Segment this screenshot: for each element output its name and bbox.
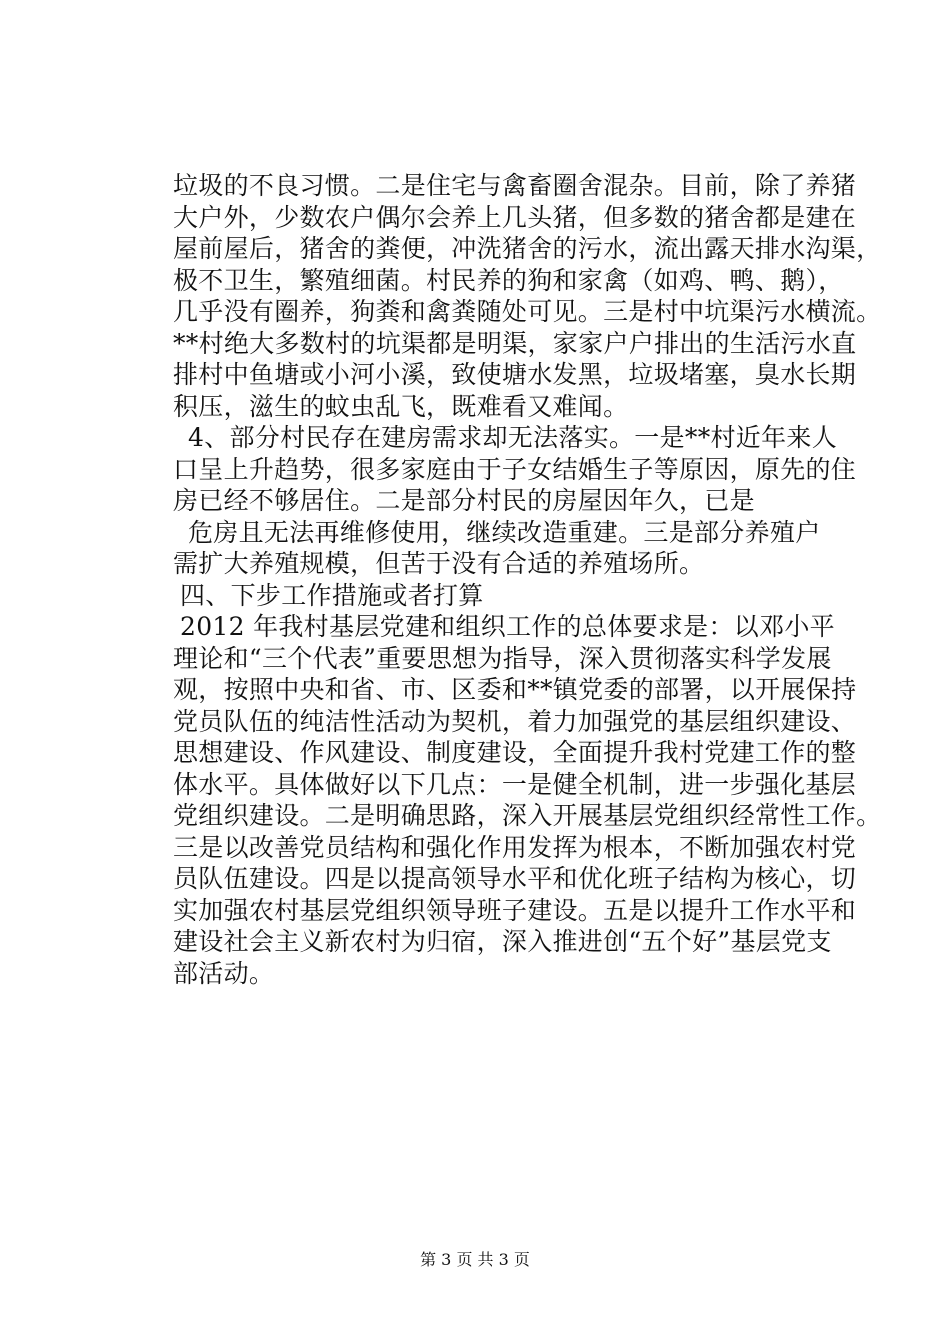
page-footer	[0, 1250, 950, 1270]
text-line: 极不卫生，繁殖细菌。村民养的狗和家禽（如鸡、鸭、鹅），	[173, 265, 844, 295]
text-line: 员队伍建设。四是以提高领导水平和优化班子结构为核心，切	[173, 864, 857, 893]
text-line: 房已经不够居住。二是部分村民的房屋因年久，已是	[173, 486, 755, 515]
text-line: **村绝大多数村的坑渠都是明渠，家家户户排出的生活污水直	[173, 328, 857, 358]
text-line: 观，按照中央和省、市、区委和**镇党委的部署，以开展保持	[173, 675, 857, 704]
text-line: 体水平。具体做好以下几点：一是健全机制，进一步强化基层	[173, 769, 857, 799]
section-heading: 四、下步工作措施或者打算	[180, 580, 484, 610]
text-line: 排村中鱼塘或小河小溪，致使塘水发黑，垃圾堵塞，臭水长期	[173, 360, 857, 389]
text-line: 党组织建设。二是明确思路，深入开展基层党组织经常性工作。	[173, 801, 882, 830]
text-line: 积压，滋生的蚊虫乱飞，既难看又难闻。	[173, 391, 629, 421]
text-line: 大户外，少数农户偶尔会养上几头猪，但多数的猪舍都是建在	[173, 202, 857, 232]
text-line: 屋前屋后，猪舍的粪便，冲洗猪舍的污水，流出露天排水沟渠，	[173, 234, 882, 263]
text-line: 部活动。	[173, 958, 275, 988]
text-line: 三是以改善党员结构和强化作用发挥为根本，不断加强农村党	[173, 832, 857, 862]
paragraph-start-line: 2012 年我村基层党建和组织工作的总体要求是：以邓小平	[180, 612, 835, 641]
text-line: 垃圾的不良习惯。二是住宅与禽畜圈舍混杂。目前，除了养猪	[173, 171, 857, 200]
text-line: 理论和“三个代表”重要思想为指导，深入贯彻落实科学发展	[173, 643, 832, 673]
page-number: 第 3 页 共 3 页	[420, 1250, 530, 1269]
text-line: 口呈上升趋势，很多家庭由于子女结婚生子等原因，原先的住	[173, 454, 857, 484]
text-line: 思想建设、作风建设、制度建设，全面提升我村党建工作的整	[173, 738, 857, 767]
text-line: 建设社会主义新农村为归宿，深入推进创“五个好”基层党支	[173, 927, 832, 956]
text-line: 党员队伍的纯洁性活动为契机，着力加强党的基层组织建设、	[173, 706, 857, 736]
text-line: 需扩大养殖规模，但苦于没有合适的养殖场所。	[173, 549, 705, 578]
paragraph-start-line: 4、部分村民存在建房需求却无法落实。一是**村近年来人	[188, 423, 838, 452]
text-line: 几乎没有圈养，狗粪和禽粪随处可见。三是村中坑渠污水横流。	[173, 297, 882, 326]
document-body	[173, 170, 882, 989]
text-line: 危房且无法再维修使用，继续改造重建。三是部分养殖户	[188, 517, 821, 547]
text-line: 实加强农村基层党组织领导班子建设。五是以提升工作水平和	[173, 895, 857, 925]
